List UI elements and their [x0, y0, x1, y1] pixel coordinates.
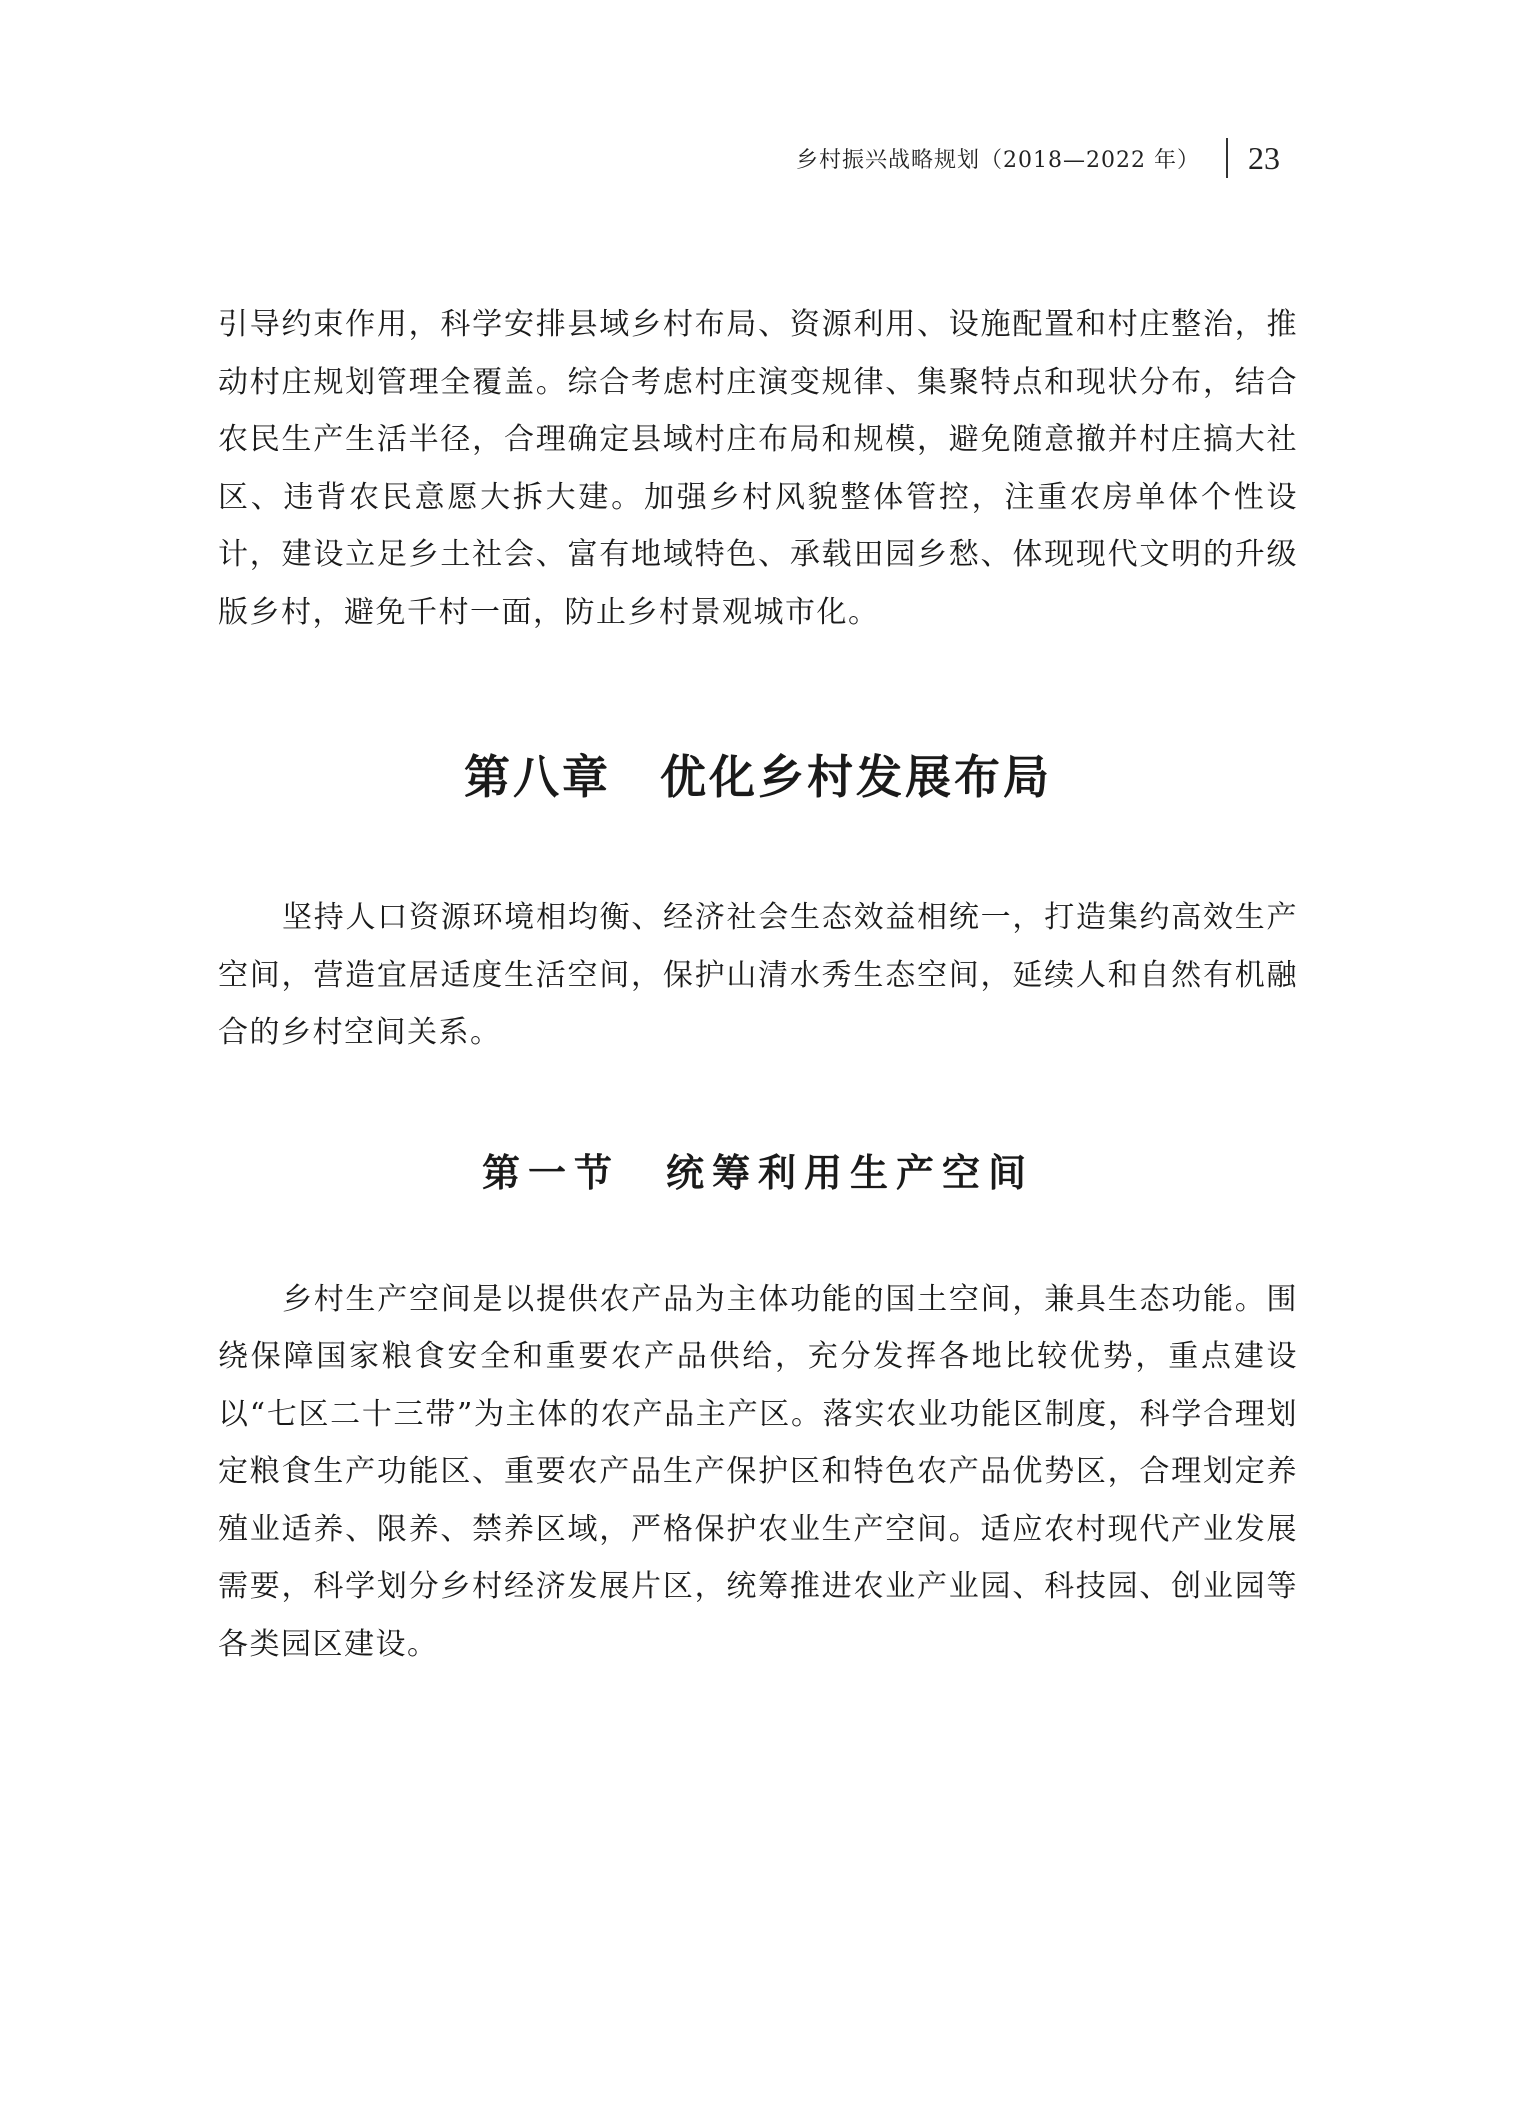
- page-number: 23: [1248, 139, 1280, 176]
- header-divider: [1226, 138, 1228, 178]
- section-title: 第一节 统筹利用生产空间: [481, 1150, 1034, 1195]
- chapter-title: 第八章 优化乡村发展布局: [464, 750, 1052, 804]
- running-header: [796, 138, 1280, 178]
- body-paragraph-2: 坚持人口资源环境相均衡、经济社会生态效益相统一，打造集约高效生产空间，营造宜居适度生活空间，保护山清水秀生态空间，延续人和自然有机融合的乡村空间关系。: [218, 900, 1298, 1050]
- running-header-title: 乡村振兴战略规划（2018—2022 年）: [796, 147, 1200, 173]
- body-paragraph-1: 引导约束作用，科学安排县域乡村布局、资源利用、设施配置和村庄整治，推动村庄规划管理全覆盖。综合考虑村庄演变规律、集聚特点和现状分布，结合农民生产生活半径，合理确定县域村庄布局和规模，避免随意撤并村庄搞大社区、违背农民意愿大拆大建。加强乡村风貌整体管控，注重农房单体个性设计，建设立足乡土社会、富有地域特色、承载田园乡愁、体现现代文明的升级版乡村，避免千村一面，防止乡村景观城市化。: [218, 307, 1298, 630]
- page-content: [218, 296, 1298, 1673]
- body-paragraph-3: 乡村生产空间是以提供农产品为主体功能的国土空间，兼具生态功能。围绕保障国家粮食安全和重要农产品供给，充分发挥各地比较优势，重点建设以“七区二十三带”为主体的农产品主产区。落实农业功能区制度，科学合理划定粮食生产功能区、重要农产品生产保护区和特色农产品优势区，合理划定养殖业适养、限养、禁养区域，严格保护农业生产空间。适应农村现代产业发展需要，科学划分乡村经济发展片区，统筹推进农业产业园、科技园、创业园等各类园区建设。: [218, 1281, 1298, 1662]
